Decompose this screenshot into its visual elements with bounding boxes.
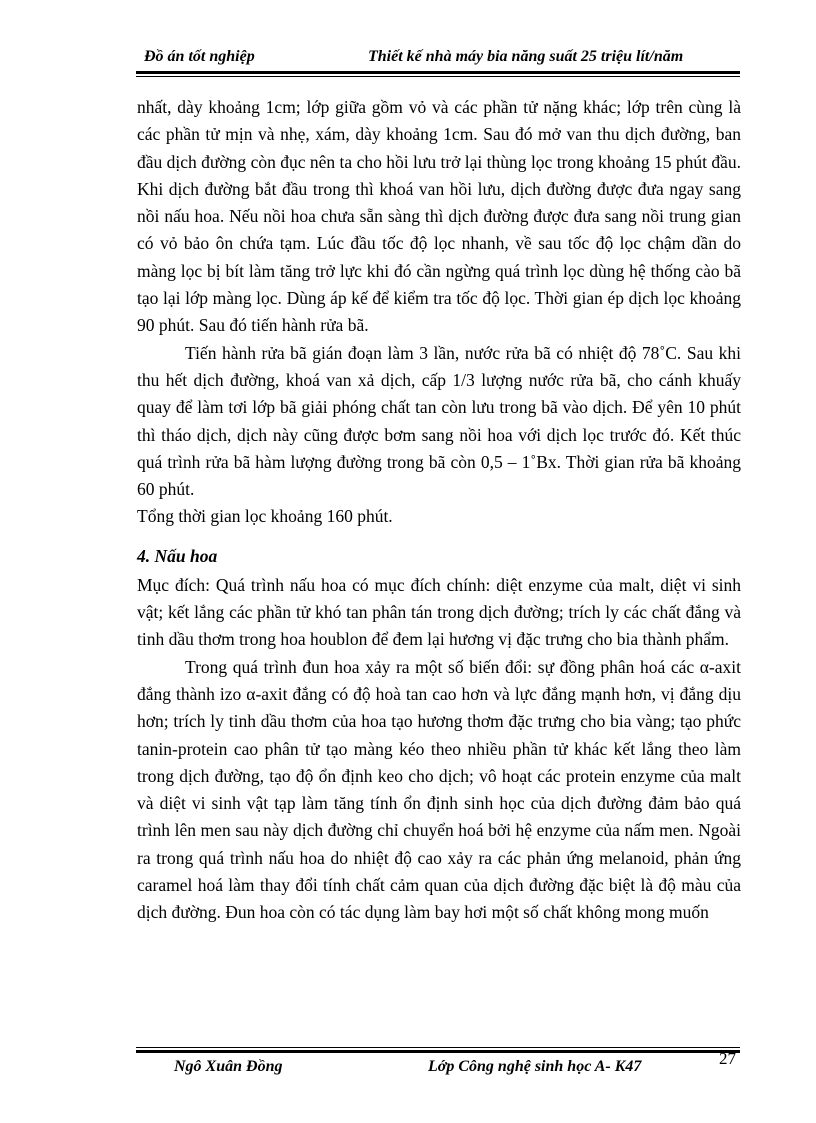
page-header	[136, 48, 740, 70]
page-footer	[136, 1058, 740, 1080]
section-heading: 4. Nấu hoa	[137, 545, 218, 566]
footer-author: Ngô Xuân Đồng	[174, 1058, 283, 1075]
paragraph-total-time: Tổng thời gian lọc khoảng 160 phút.	[137, 506, 393, 527]
page-number: 27	[719, 1049, 736, 1068]
paragraph-changes: Trong quá trình đun hoa xảy ra một số biến đổi: sự đồng phân hoá các α-axit đắng thành izo α-axit đắng có độ hoà tan cao hơn và lực đắng mạnh hơn, vị đắng dịu hơn; trích ly tinh dầu thơm của hoa tạo hương thơm đặc trưng cho bia vàng; tạo phức tanin-protein cao phân tử tạo màng kéo theo nhiều phần tử khác kết lắng theo làm trong dịch đường, tạo độ ổn định keo cho dịch; vô hoạt các protein enzyme của malt và diệt vi sinh vật tạp làm tăng tính ổn định sinh học của dịch đường đảm bảo quá trình lên men sau này dịch đường chỉ chuyển hoá bởi hệ enzyme của nấm men. Ngoài ra trong quá trình nấu hoa do nhiệt độ cao xảy ra các phản ứng melanoid, phản ứng caramel hoá làm thay đổi tính chất cảm quan của dịch đường đặc biệt là độ màu của dịch đường. Đun hoa còn có tác dụng làm bay hơi một số chất không mong muốn	[137, 656, 741, 923]
page-body	[137, 94, 741, 927]
header-thesis-label: Đồ án tốt nghiệp	[144, 48, 255, 65]
paragraph-washing: Tiến hành rửa bã gián đoạn làm 3 lần, nước rửa bã có nhiệt độ 78˚C. Sau khi thu hết dịch đường, khoá van xả dịch, cấp 1/3 lượng nước rửa bã, cho cánh khuấy quay để làm tơi lớp bã giải phóng chất tan còn lưu trong bã vào dịch. Để yên 10 phút thì tháo dịch, dịch này cũng được bơm sang nồi hoa với dịch lọc trước đó. Kết thúc quá trình rửa bã hàm lượng đường trong bã còn 0,5 – 1˚Bx. Thời gian rửa bã khoảng 60 phút.	[137, 342, 741, 500]
paragraph-purpose: Mục đích: Quá trình nấu hoa có mục đích chính: diệt enzyme của malt, diệt vi sinh vật; kết lắng các phần tử khó tan phân tán trong dịch đường; trích ly các chất đắng và tinh dầu thơm trong hoa houblon để đem lại hương vị đặc trưng cho bia thành phẩm.	[137, 574, 741, 650]
footer-class: Lớp Công nghệ sinh học A- K47	[428, 1058, 642, 1075]
header-rule-thin	[136, 76, 740, 77]
paragraph-filtering: nhất, dày khoảng 1cm; lớp giữa gồm vỏ và các phần tử nặng khác; lớp trên cùng là các phần tử mịn và nhẹ, xám, dày khoảng 1cm. Sau đó mở van thu dịch đường, ban đầu dịch đường còn đục nên ta cho hồi lưu trở lại thùng lọc trong khoảng 15 phút đầu. Khi dịch đường bắt đầu trong thì khoá van hồi lưu, dịch đường được đưa ngay sang nồi nấu hoa. Nếu nồi hoa chưa sẵn sàng thì dịch đường được đưa sang nồi trung gian có vỏ bảo ôn chứa tạm. Lúc đầu tốc độ lọc nhanh, về sau tốc độ lọc chậm dần do màng lọc bị bít làm tăng trở lực khi đó cần ngừng quá trình lọc dùng hệ thống cào bã tạo lại lớp màng lọc. Dùng áp kế để kiểm tra tốc độ lọc. Thời gian ép dịch lọc khoảng 90 phút. Sau đó tiến hành rửa bã.	[137, 97, 741, 336]
header-thesis-title: Thiết kế nhà máy bia năng suất 25 triệu lít/năm	[368, 48, 684, 65]
footer-rule-thick	[136, 1050, 740, 1053]
footer-rule-thin	[136, 1047, 740, 1048]
header-rule-thick	[136, 71, 740, 74]
